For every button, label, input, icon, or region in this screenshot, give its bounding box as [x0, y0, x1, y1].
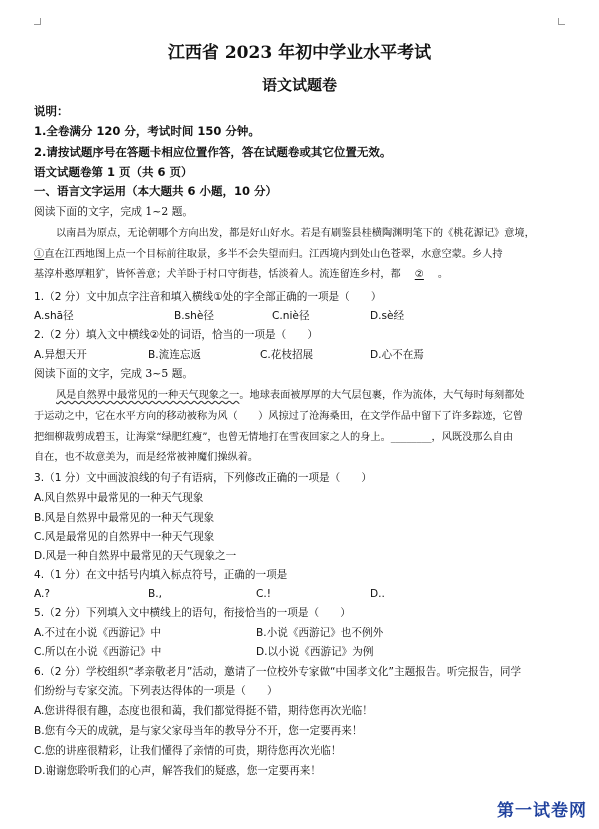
q2-option-c[interactable]: C.花枝招展: [260, 349, 314, 361]
q2-option-a[interactable]: A.异想天开: [34, 349, 87, 361]
passage2-line3: 把细柳裁剪成碧玉，让海棠“绿肥红瘦”，也曾无情地打在雪夜回家之人的身上。________，风既没那么自由: [34, 432, 514, 443]
q6-option-d[interactable]: D.谢谢您聆听我们的心声，解答我们的疑惑，您一定要再来！: [34, 765, 321, 777]
passage1-line2: ①直在江西地图上点一个目标前往取景，多半不会失望而归。江西境内到处山色苍翠，水意空蒙。乡人持: [34, 249, 503, 260]
passage2-line1: 风是自然界中最常见的一种天气现象之一。地球表面被厚厚的大气层包裹，作为流体，大气每时每刻都处: [56, 390, 525, 401]
crop-mark-top-left: [34, 18, 41, 25]
q5-option-d[interactable]: D.以小说《西游记》为例: [256, 646, 374, 658]
q3-option-c[interactable]: C.风是最常见的自然界中一种天气现象: [34, 531, 215, 543]
q3-option-a[interactable]: A.风自然界中最常见的一种天气现象: [34, 492, 204, 504]
reading-prompt-3-5: 阅读下面的文字，完成 3~5 题。: [34, 367, 194, 380]
question-2-stem: 2.（2 分）填入文中横线②处的词语，恰当的一项是（ ）: [34, 329, 318, 341]
exam-subtitle: 语文试题卷: [261, 76, 337, 94]
instruction-item-2: 2.请按试题序号在答题卡相应位置作答，答在试题卷或其它位置无效。: [34, 145, 392, 159]
q3-option-b[interactable]: B.风是自然界中最常见的一种天气现象: [34, 512, 215, 524]
q6-option-a[interactable]: A.您讲得很有趣，态度也很和蔼，我们都觉得挺不错，期待您再次光临！: [34, 705, 373, 717]
page-info: 语文试题卷第 1 页（共 6 页）: [34, 165, 193, 179]
q2-option-d[interactable]: D.心不在焉: [370, 349, 424, 361]
q6-option-c[interactable]: C.您的讲座很精彩，让我们懂得了亲情的可贵，期待您再次光临！: [34, 745, 342, 757]
q5-option-c[interactable]: C.所以在小说《西游记》中: [34, 646, 162, 658]
blank-2-marker: ②: [414, 269, 424, 280]
wavy-underlined-sentence: 风是自然界中最常见的一种天气现象之一: [56, 390, 240, 401]
instruction-item-1: 1.全卷满分 120 分，考试时间 150 分钟。: [34, 124, 260, 138]
crop-mark-top-right: [558, 18, 565, 25]
q2-option-b[interactable]: B.流连忘返: [148, 349, 202, 361]
passage2-line2: 于运动之中，它在水平方向的移动被称为风（ ）风掠过了沧海桑田，在文学作品中留下了许多踪迹，它曾: [34, 411, 523, 422]
passage1-line1: 以南昌为原点，无论朝哪个方向出发，都是好山好水。若是有刷鉴县桂横陶渊明笔下的《桃花源记》意境，: [56, 228, 535, 239]
question-5-stem: 5.（2 分）下列填入文中横线上的语句，衔接恰当的一项是（ ）: [34, 607, 351, 619]
q1-option-c[interactable]: C.niè径: [272, 310, 310, 322]
question-1-stem: 1.（2 分）文中加点字注音和填入横线①处的字全部正确的一项是（ ）: [34, 291, 382, 303]
q1-option-b[interactable]: B.shè径: [174, 310, 214, 322]
exam-title: 江西省 2023 年初中学业水平考试: [167, 43, 432, 63]
instructions-label: 说明：: [34, 104, 69, 118]
passage1-line3: 基淳朴憨厚粗犷，皆怀善意；犬羊卧于村口守街巷，恬淡着人。流连留连乡村，都 ② 。: [34, 269, 449, 280]
reading-prompt-1-2: 阅读下面的文字，完成 1~2 题。: [34, 205, 194, 218]
question-4-stem: 4.（1 分）在文中括号内填入标点符号，正确的一项是: [34, 569, 288, 581]
question-6-stem-line1: 6.（2 分）学校组织“孝亲敬老月”活动，邀请了一位校外专家做“中国孝文化”主题报告。听完报告，同学: [34, 666, 522, 678]
site-watermark: 第一试卷网: [497, 801, 587, 821]
q4-option-b[interactable]: B.,: [148, 588, 163, 600]
question-3-stem: 3.（1 分）文中画波浪线的句子有语病，下列修改正确的一项是（ ）: [34, 472, 373, 484]
q1-option-d[interactable]: D.sè经: [370, 310, 405, 322]
q6-option-b[interactable]: B.您有今天的成就，是与家父家母当年的教导分不开，您一定要再来！: [34, 725, 363, 737]
question-6-stem-line2: 们纷纷与专家交流。下列表达得体的一项是（ ）: [34, 685, 278, 697]
q1-option-a[interactable]: A.shā径: [34, 310, 74, 322]
q4-option-d[interactable]: D..: [370, 588, 385, 600]
q5-option-b[interactable]: B.小说《西游记》也不例外: [256, 627, 384, 639]
q3-option-d[interactable]: D.风是一种自然界中最常见的天气现象之一: [34, 550, 237, 562]
q4-option-c[interactable]: C.!: [256, 588, 272, 600]
section-heading: 一、语言文字运用（本大题共 6 小题，10 分）: [34, 184, 278, 198]
blank-1-marker: ①: [34, 249, 45, 260]
passage2-line4: 自在，也不故意美为，而是经常被神魔们操纵着。: [34, 452, 259, 463]
q4-option-a[interactable]: A.?: [34, 588, 51, 600]
q5-option-a[interactable]: A.不过在小说《西游记》中: [34, 627, 161, 639]
